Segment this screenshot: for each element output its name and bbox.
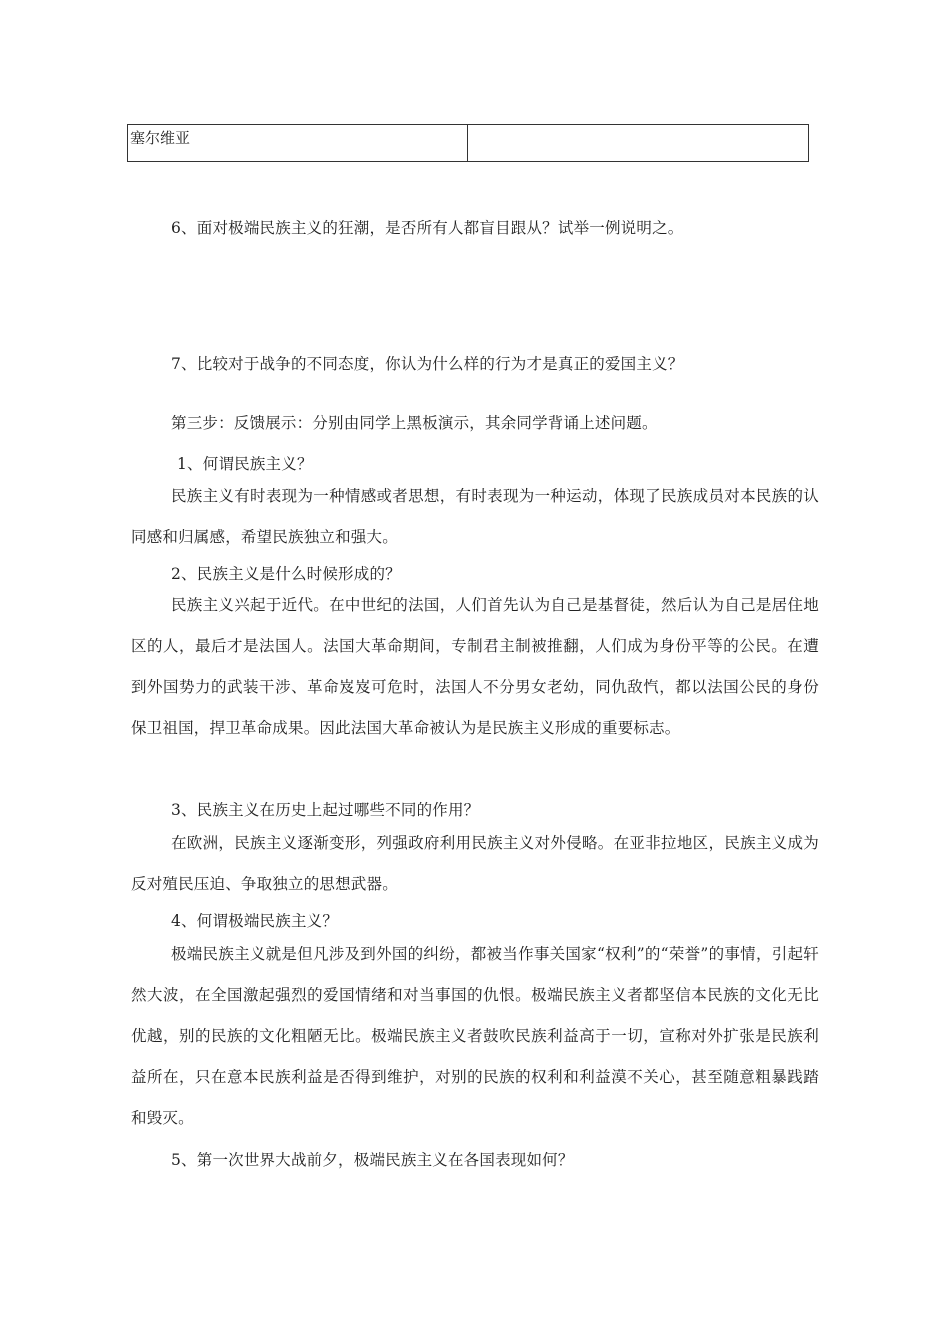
country-table — [127, 124, 809, 162]
question-7: 7、比较对于战争的不同态度，你认为什么样的行为才是真正的爱国主义？ — [171, 355, 684, 373]
step3-answer-4: 极端民族主义就是但凡涉及到外国的纠纷，都被当作事关国家“权利”的“荣誉”的事情，引起轩然大波，在全国激起强烈的爱国情绪和对当事国的仇恨。极端民族主义者都坚信本民族的文化无比优越，别的民族的文化粗陋无比。极端民族主义者鼓吹民族利益高于一切，宣称对外扩张是民族利益所在，只在意本民族利益是否得到维护，对别的民族的权利和利益漠不关心，甚至随意粗暴践踏和毁灭。 — [131, 945, 819, 1127]
step3-answer-3: 在欧洲，民族主义逐渐变形，列强政府利用民族主义对外侵略。在亚非拉地区，民族主义成为反对殖民压迫、争取独立的思想武器。 — [131, 834, 819, 893]
step3-answer-2: 民族主义兴起于近代。在中世纪的法国，人们首先认为自己是基督徒，然后认为自己是居住地区的人，最后才是法国人。法国大革命期间，专制君主制被推翻，人们成为身份平等的公民。在遭到外国势力的武装干涉、革命岌岌可危时，法国人不分男女老幼，同仇敌忾，都以法国公民的身份保卫祖国，捍卫革命成果。因此法国大革命被认为是民族主义形成的重要标志。 — [131, 596, 819, 737]
table-cell-answer — [468, 125, 809, 162]
table-cell-country: 塞尔维亚 — [128, 125, 468, 162]
step3-heading: 第三步：反馈展示：分别由同学上黑板演示，其余同学背诵上述问题。 — [171, 414, 658, 432]
question-6: 6、面对极端民族主义的狂潮，是否所有人都盲目跟从？试举一例说明之。 — [171, 219, 684, 237]
step3-answer-1: 民族主义有时表现为一种情感或者思想，有时表现为一种运动，体现了民族成员对本民族的认同感和归属感，希望民族独立和强大。 — [131, 487, 819, 546]
table-row — [128, 125, 809, 162]
step3-question-2: 2、民族主义是什么时候形成的？ — [171, 565, 401, 583]
step3-question-4: 4、何谓极端民族主义？ — [171, 912, 339, 930]
step3-question-1: 1、何谓民族主义？ — [177, 455, 313, 473]
step3-question-3: 3、民族主义在历史上起过哪些不同的作用？ — [171, 801, 480, 819]
step3-question-5: 5、第一次世界大战前夕，极端民族主义在各国表现如何？ — [171, 1151, 574, 1169]
